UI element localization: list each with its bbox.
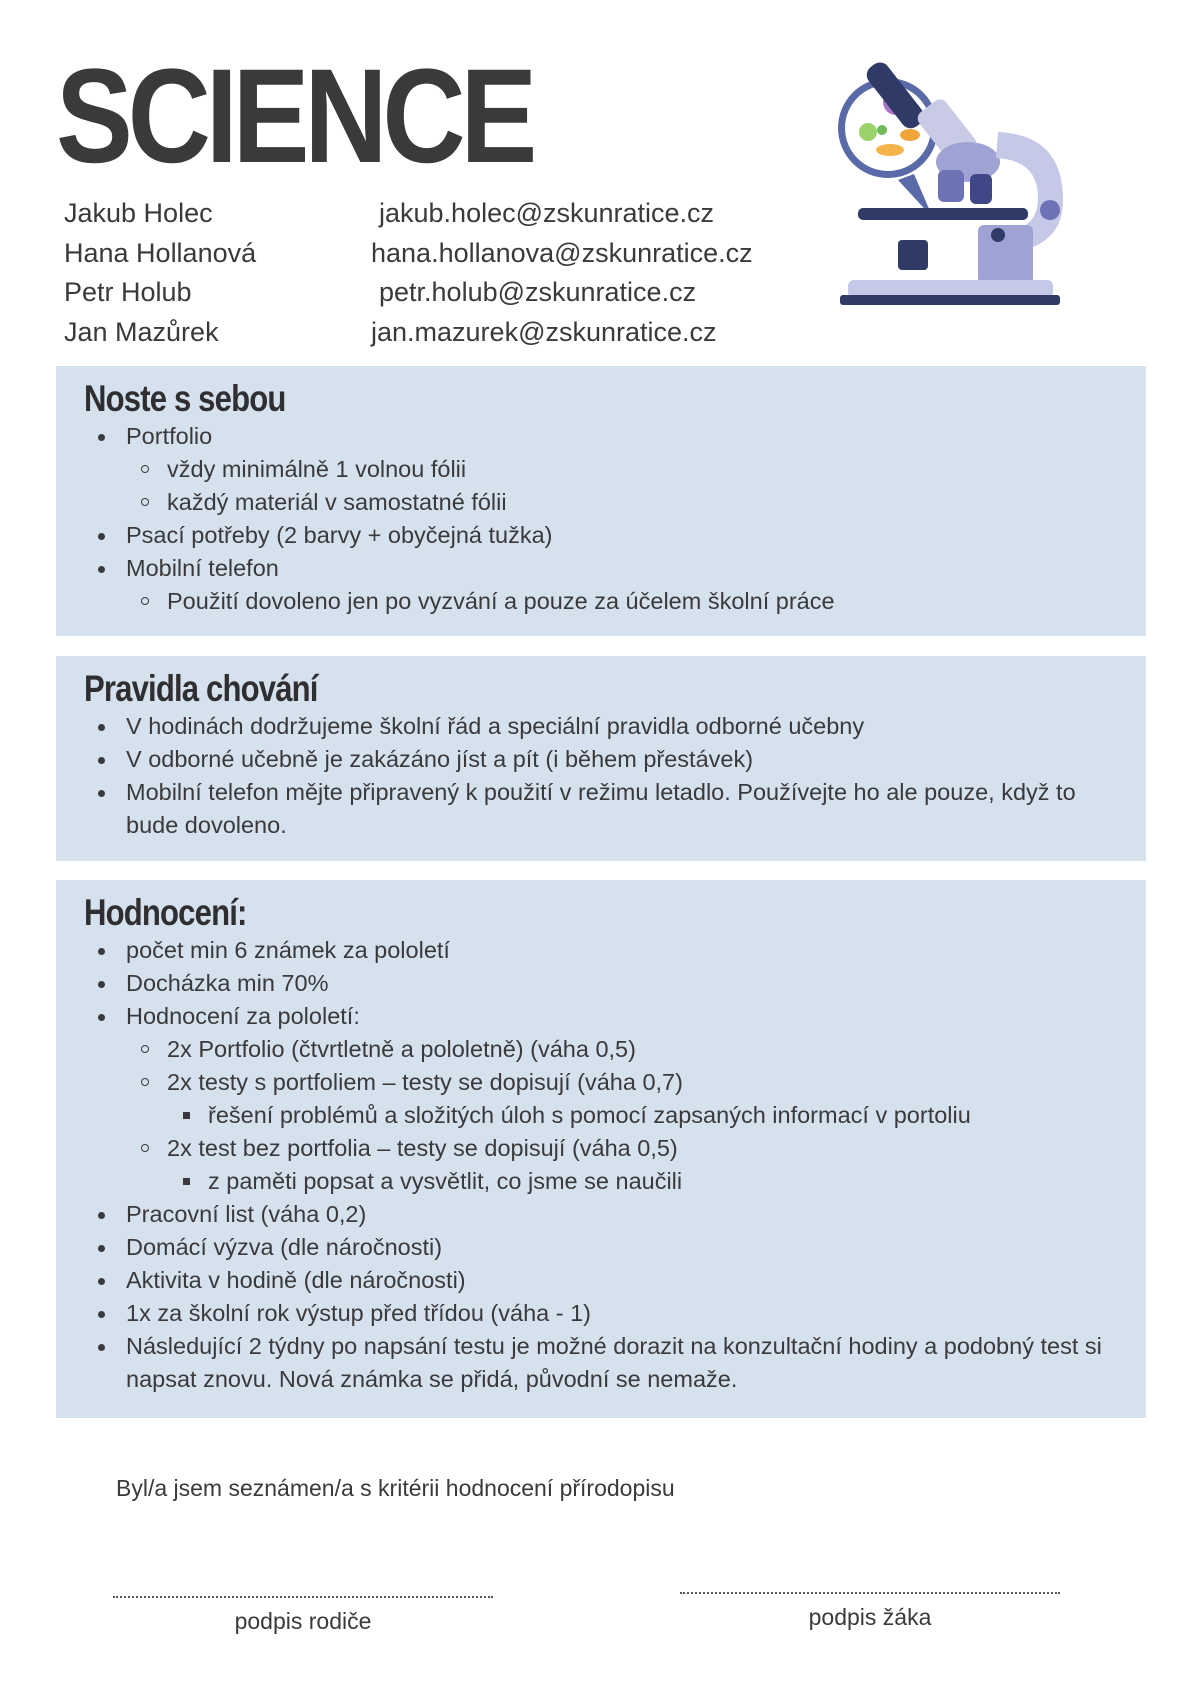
sublist <box>126 453 1118 519</box>
contact-row <box>64 313 824 353</box>
section-title: Noste s sebou <box>84 378 286 419</box>
contact-list <box>64 194 824 352</box>
list-item: 2x Portfolio (čtvrtletně a pololetně) (váha 0,5) <box>126 1033 1118 1066</box>
list-item: Hodnocení za pololetí: 2x Portfolio (čtvrtletně a pololetně) (váha 0,5) 2x testy s portfoliem – testy se dopisují (váha 0,7) řešení problémů a složitých úloh s pomocí zapsaných informací v portoliu 2x test bez portfolia – testy se dopisují (váha 0,5) z paměti popsat a vysvětlit, co jsme se naučili <box>84 1000 1118 1198</box>
list-item: Pracovní list (váha 0,2) <box>84 1198 1118 1231</box>
signature-label: podpis žáka <box>808 1604 932 1630</box>
contact-name: Jan Mazůrek <box>64 316 219 347</box>
list-item: 2x testy s portfoliem – testy se dopisují (váha 0,7) řešení problémů a složitých úloh s pomocí zapsaných informací v portoliu <box>126 1066 1118 1132</box>
parent-signature <box>113 1596 493 1635</box>
section-title: Hodnocení: <box>84 892 247 933</box>
list-item: vždy minimálně 1 volnou fólii <box>126 453 1118 486</box>
contact-name: Jakub Holec <box>64 198 213 229</box>
contact-row <box>64 194 824 234</box>
list-item: Použití dovoleno jen po vyzvání a pouze za účelem školní práce <box>126 585 1118 618</box>
contact-email: petr.holub@zskunratice.cz <box>379 277 697 308</box>
list-item: z paměti popsat a vysvětlit, co jsme se naučili <box>167 1165 1118 1198</box>
contact-email: jan.mazurek@zskunratice.cz <box>371 316 717 347</box>
list-item: 1x za školní rok výstup před třídou (váha - 1) <box>84 1297 1118 1330</box>
list-item: počet min 6 známek za pololetí <box>84 934 1118 967</box>
sublist <box>126 1033 1118 1198</box>
list-item: řešení problémů a složitých úloh s pomocí zapsaných informací v portoliu <box>167 1099 1118 1132</box>
list-item: Portfolio vždy minimálně 1 volnou fólii každý materiál v samostatné fólii <box>84 420 1118 519</box>
sublist <box>126 585 1118 618</box>
list-item: Mobilní telefon mějte připravený k použití v režimu letadlo. Používejte ho ale pouze, když to bude dovoleno. <box>84 776 1118 842</box>
grading-list <box>84 934 1118 1396</box>
list-item: Mobilní telefon Použití dovoleno jen po vyzvání a pouze za účelem školní práce <box>84 552 1118 618</box>
list-item: V hodinách dodržujeme školní řád a speciální pravidla odborné učebny <box>84 710 1118 743</box>
list-item: každý materiál v samostatné fólii <box>126 486 1118 519</box>
section-grading <box>56 880 1146 1418</box>
contact-row <box>64 273 824 313</box>
bring-list <box>84 420 1118 618</box>
list-item: Domácí výzva (dle náročnosti) <box>84 1231 1118 1264</box>
section-title: Pravidla chování <box>84 668 318 709</box>
student-signature <box>680 1592 1060 1631</box>
signature-label: podpis rodiče <box>234 1608 372 1634</box>
list-item: V odborné učebně je zakázáno jíst a pít (i během přestávek) <box>84 743 1118 776</box>
list-item: Psací potřeby (2 barvy + obyčejná tužka) <box>84 519 1118 552</box>
contact-row <box>64 234 824 274</box>
contact-email: hana.hollanova@zskunratice.cz <box>371 237 753 268</box>
microscope-illustration <box>838 40 1148 330</box>
section-bring <box>56 366 1146 636</box>
list-item: 2x test bez portfolia – testy se dopisují (váha 0,5) z paměti popsat a vysvětlit, co jsme se naučili <box>126 1132 1118 1198</box>
sublist <box>167 1165 1118 1198</box>
list-item: Následující 2 týdny po napsání testu je možné dorazit na konzultační hodiny a podobný test si napsat znovu. Nová známka se přidá, původní se nemaže. <box>84 1330 1118 1396</box>
rules-list <box>84 710 1118 842</box>
contact-name: Petr Holub <box>64 277 192 308</box>
sublist <box>167 1099 1118 1132</box>
section-rules <box>56 656 1146 861</box>
signature-line <box>113 1596 493 1598</box>
list-item: Aktivita v hodině (dle náročnosti) <box>84 1264 1118 1297</box>
contact-email: jakub.holec@zskunratice.cz <box>379 198 715 229</box>
contact-name: Hana Hollanová <box>64 237 257 268</box>
list-item: Docházka min 70% <box>84 967 1118 1000</box>
page-title: SCIENCE <box>56 42 533 191</box>
acknowledgement-text: Byl/a jsem seznámen/a s kritérii hodnocení přírodopisu <box>116 1475 675 1501</box>
signature-line <box>680 1592 1060 1594</box>
